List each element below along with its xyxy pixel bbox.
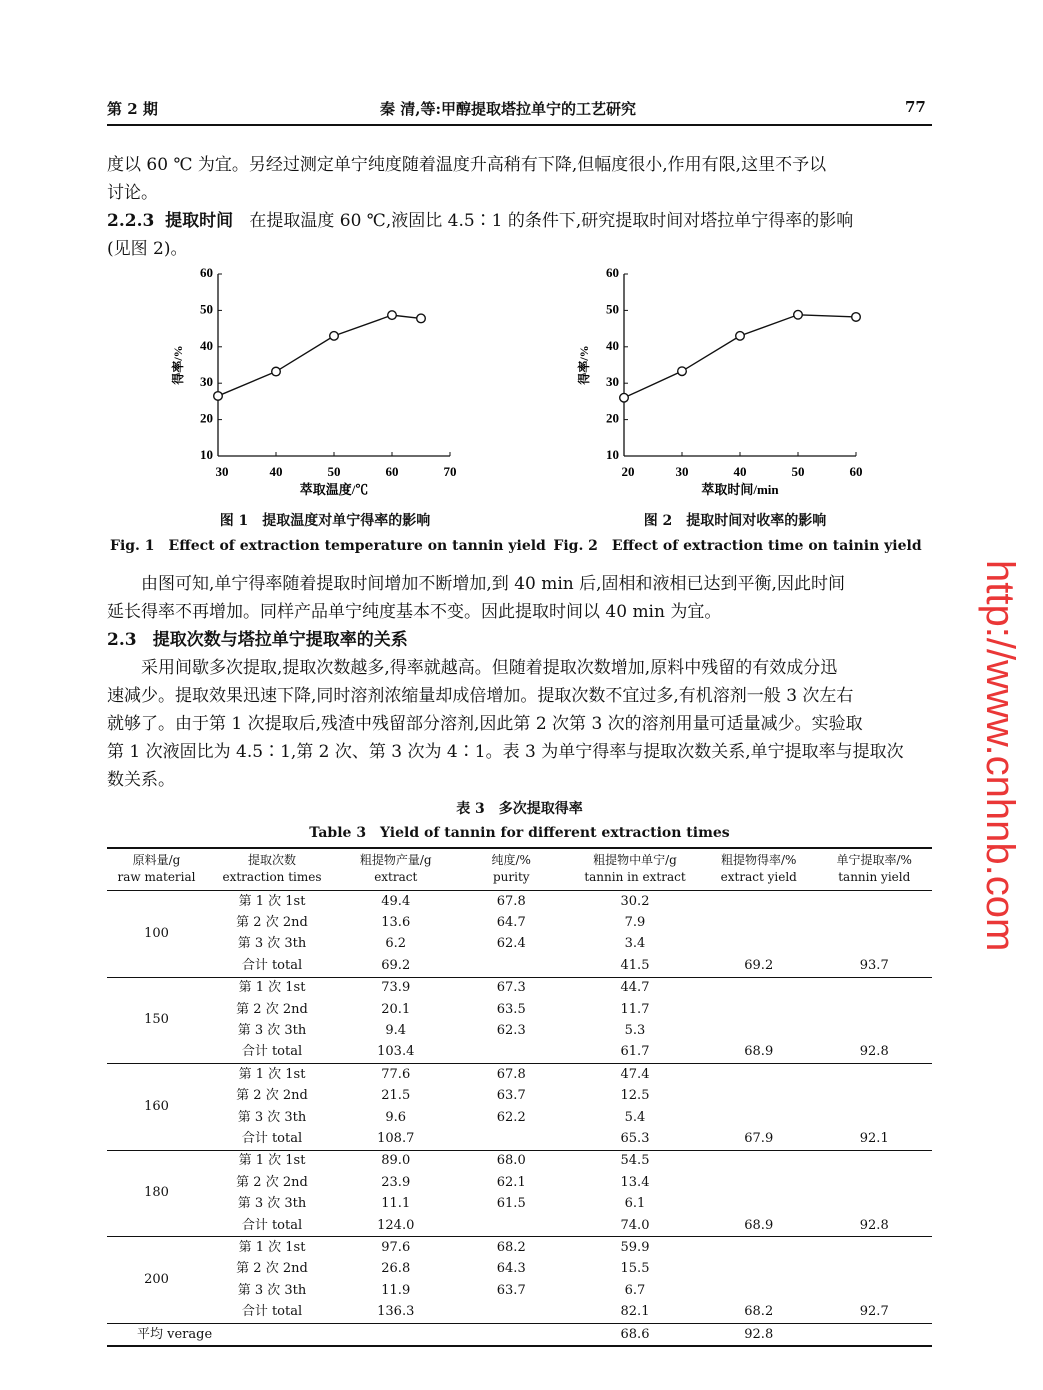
- x-tick-label: 60: [385, 464, 399, 479]
- table-cell: 67.8: [496, 1066, 526, 1082]
- table-cell: [817, 934, 933, 955]
- paragraph-1: [107, 151, 932, 263]
- text-line: 延长得率不再增加。同样产品单宁纯度基本不变。因此提取时间以 40 min 为宜。: [107, 602, 722, 622]
- header-en: extract yield: [720, 870, 797, 884]
- watermark: http://www.cnhnb.com: [978, 560, 1022, 952]
- table-cell: [701, 934, 817, 955]
- table-cell: [701, 1150, 817, 1172]
- table-cell: 64.7: [496, 915, 526, 931]
- data-point: [330, 332, 339, 341]
- section-title: 提取时间: [165, 211, 234, 231]
- table-row: [107, 912, 932, 933]
- table-cell: 74.0: [569, 1215, 701, 1237]
- table-row: [107, 1259, 932, 1280]
- table-cell: 21.5: [381, 1088, 411, 1104]
- table-cell: 61.7: [569, 1042, 701, 1064]
- table-cell: 63.7: [496, 1282, 526, 1298]
- table-cell: [817, 1323, 933, 1346]
- table-cell: 63.5: [496, 1001, 526, 1017]
- section-number: 2.2.3: [107, 211, 155, 231]
- y-axis-label: 得率/%: [171, 345, 185, 385]
- text-line: 就够了。由于第 1 次提取后,残渣中残留部分溶剂,因此第 2 次第 3 次的溶剂用量可适量减少。实验取: [107, 714, 863, 734]
- text: 采用间歇多次提取,提取次数越多,得率就越高。但随着提取次数增加,原料中残留的有效成分迅: [141, 658, 838, 678]
- table-cell: [817, 1150, 933, 1172]
- table-cell: 62.3: [496, 1023, 526, 1039]
- table-cell: 93.7: [817, 955, 933, 977]
- y-tick-label: 30: [200, 374, 213, 390]
- table-cell: 124.0: [338, 1215, 454, 1237]
- text-line: 速减少。提取效果迅速下降,同时溶剂浓缩量却成倍增加。提取次数不宜过多,有机溶剂一般 3 次左右: [107, 686, 854, 706]
- y-tick-label: 40: [200, 337, 213, 353]
- table-row: [107, 1128, 932, 1150]
- series-line: [218, 315, 421, 396]
- column-header: [206, 850, 338, 891]
- table-cell: [817, 1280, 933, 1301]
- data-point: [794, 310, 803, 319]
- figure-2-chart: [566, 262, 886, 502]
- y-tick-label: 50: [200, 301, 213, 317]
- y-tick-label: 60: [606, 265, 619, 280]
- table-cell: 30.2: [620, 893, 650, 909]
- page-number: 77: [905, 98, 926, 116]
- table-cell: [701, 1020, 817, 1041]
- table-cell: 第 2 次 2nd: [236, 915, 308, 931]
- table-cell: 92.8: [817, 1042, 933, 1064]
- figure-1-caption-cn: 图 1 提取温度对单宁得率的影响: [219, 513, 431, 529]
- table-cell: [701, 1193, 817, 1214]
- column-header: [454, 850, 570, 891]
- y-axis-label: 得率/%: [577, 345, 591, 385]
- text-line: 在提取温度 60 ℃,液固比 4.5∶1 的条件下,研究提取时间对塔拉单宁得率的影响: [249, 211, 854, 231]
- table-cell: 62.1: [496, 1174, 526, 1190]
- table-cell: 63.7: [496, 1088, 526, 1104]
- table-cell: [454, 955, 570, 977]
- table-cell: 49.4: [381, 893, 411, 909]
- table-cell: [701, 977, 817, 999]
- table-cell: 第 3 次 3th: [237, 1282, 307, 1298]
- running-title: 秦 清,等:甲醇提取塔拉单宁的工艺研究: [380, 100, 636, 118]
- table-cell: 5.3: [624, 1023, 646, 1039]
- table-row: [107, 1172, 932, 1193]
- table-row: [107, 1150, 932, 1172]
- section-number: 2.3: [107, 630, 137, 650]
- data-point: [214, 392, 223, 401]
- table-cell: 7.9: [624, 915, 646, 931]
- table-row: [107, 977, 932, 999]
- header-cn: 粗提物得率/%: [721, 853, 797, 867]
- average-extract-yield: 92.8: [701, 1323, 817, 1346]
- text-line: 度以 60 ℃ 为宜。另经过测定单宁纯度随着温度升高稍有下降,但幅度很小,作用有限,这里不予以: [107, 155, 827, 175]
- table-cell: 合计 total: [206, 955, 338, 977]
- table-3-title-cn: 表 3 多次提取得率: [456, 801, 583, 817]
- average-tannin: 68.6: [569, 1323, 701, 1346]
- table-cell: 11.1: [381, 1196, 411, 1212]
- data-point: [417, 314, 426, 323]
- figure-1-caption-en: Fig. 1 Effect of extraction temperature on tannin yield: [110, 538, 546, 554]
- table-cell: 67.3: [496, 980, 526, 996]
- raw-material-cell: 180: [107, 1150, 206, 1237]
- table-cell: [701, 912, 817, 933]
- table-cell: 11.7: [620, 1001, 650, 1017]
- table-cell: 44.7: [620, 980, 650, 996]
- table-cell: 6.7: [624, 1282, 646, 1298]
- data-point: [620, 393, 629, 402]
- table-cell: 64.3: [496, 1261, 526, 1277]
- header-rule: [107, 124, 932, 126]
- table-cell: [817, 1237, 933, 1259]
- header-en: tannin yield: [838, 870, 911, 884]
- x-tick-label: 50: [791, 464, 805, 479]
- table-cell: 第 3 次 3th: [237, 1023, 307, 1039]
- table-cell: 68.2: [701, 1301, 817, 1323]
- table-cell: 3.4: [624, 936, 646, 952]
- table-cell: 136.3: [338, 1301, 454, 1323]
- table-cell: [817, 1086, 933, 1107]
- table-cell: 合计 total: [206, 1128, 338, 1150]
- table-cell: [454, 1301, 570, 1323]
- table-cell: [701, 999, 817, 1020]
- y-tick-label: 10: [200, 447, 213, 462]
- table-cell: 第 2 次 2nd: [236, 1001, 308, 1017]
- raw-material-cell: 150: [107, 977, 206, 1064]
- text-line: 第 1 次液固比为 4.5∶1,第 2 次、第 3 次为 4∶1。表 3 为单宁得率与提取次数关系,单宁提取率与提取次: [107, 742, 904, 762]
- table-cell: [701, 1237, 817, 1259]
- table-cell: 61.5: [496, 1196, 526, 1212]
- average-row: [107, 1323, 932, 1346]
- table-cell: 68.9: [701, 1215, 817, 1237]
- text-line: 数关系。: [107, 770, 175, 790]
- x-tick-label: 40: [733, 464, 747, 479]
- table-cell: 103.4: [338, 1042, 454, 1064]
- table-row: [107, 934, 932, 955]
- table-header-row: [107, 850, 932, 891]
- average-label: 平均 verage: [107, 1323, 338, 1346]
- table-cell: [817, 977, 933, 999]
- table-cell: 62.4: [496, 936, 526, 952]
- table-cell: [817, 999, 933, 1020]
- y-tick-label: 50: [606, 301, 619, 317]
- table-cell: 69.2: [338, 955, 454, 977]
- table-cell: 20.1: [381, 1001, 411, 1017]
- data-point: [852, 313, 861, 322]
- table-cell: [817, 1193, 933, 1214]
- x-axis-label: 萃取温度/℃: [299, 482, 369, 497]
- header-cn: 纯度/%: [491, 853, 531, 867]
- table-cell: 82.1: [569, 1301, 701, 1323]
- table-cell: [817, 891, 933, 913]
- figure-1-chart: [160, 262, 480, 502]
- table-cell: 108.7: [338, 1128, 454, 1150]
- table-cell: 97.6: [381, 1239, 411, 1255]
- table-cell: [454, 1128, 570, 1150]
- table-cell: 26.8: [381, 1261, 411, 1277]
- table-cell: [817, 1172, 933, 1193]
- table-cell: [701, 1280, 817, 1301]
- x-tick-label: 50: [327, 464, 341, 479]
- y-tick-label: 60: [200, 265, 213, 280]
- text: 由图可知,单宁得率随着提取时间增加不断增加,到 40 min 后,固相和液相已达到平衡,因此时间: [141, 574, 845, 594]
- table-cell: 9.4: [385, 1023, 407, 1039]
- column-header: [817, 850, 933, 891]
- column-header: [569, 850, 701, 891]
- issue-number: 第 2 期: [107, 100, 158, 118]
- table-cell: 第 1 次 1st: [238, 980, 306, 996]
- x-tick-label: 30: [675, 464, 689, 479]
- header-en: purity: [492, 870, 530, 884]
- table-3-title-en: Table 3 Yield of tannin for different extraction times: [309, 825, 730, 841]
- x-tick-label: 40: [269, 464, 283, 479]
- text-line: (见图 2)。: [107, 239, 188, 259]
- table-cell: [817, 912, 933, 933]
- figure-2-caption-en: Fig. 2 Effect of extraction time on tainin yield: [553, 538, 922, 554]
- table-cell: 第 2 次 2nd: [236, 1088, 308, 1104]
- table-cell: 第 1 次 1st: [238, 893, 306, 909]
- table-row: [107, 1042, 932, 1064]
- y-tick-label: 40: [606, 337, 619, 353]
- table-cell: 第 3 次 3th: [237, 936, 307, 952]
- table-cell: 62.2: [496, 1109, 526, 1125]
- table-cell: [817, 1259, 933, 1280]
- table-cell: [817, 1020, 933, 1041]
- table-row: [107, 1193, 932, 1214]
- header-cn: 提取次数: [247, 853, 296, 867]
- table-cell: 6.1: [624, 1196, 646, 1212]
- column-header: [107, 850, 206, 891]
- data-point: [272, 367, 281, 376]
- table-cell: [701, 891, 817, 913]
- y-tick-label: 10: [606, 447, 619, 462]
- data-point: [736, 332, 745, 341]
- table-cell: 92.1: [817, 1128, 933, 1150]
- table-cell: [701, 1064, 817, 1086]
- table-cell: 69.2: [701, 955, 817, 977]
- table-cell: 13.6: [381, 915, 411, 931]
- table-cell: 73.9: [381, 980, 411, 996]
- table-cell: 23.9: [381, 1174, 411, 1190]
- table-cell: 合计 total: [206, 1215, 338, 1237]
- table-cell: 68.2: [496, 1239, 526, 1255]
- table-cell: 第 3 次 3th: [237, 1109, 307, 1125]
- table-cell: [817, 1064, 933, 1086]
- paragraph-2: [107, 570, 932, 794]
- header-en: extraction times: [222, 870, 322, 884]
- table-row: [107, 1237, 932, 1259]
- table-cell: 92.7: [817, 1301, 933, 1323]
- series-line: [624, 315, 856, 398]
- y-tick-label: 30: [606, 374, 619, 390]
- x-tick-label: 20: [621, 464, 635, 479]
- header-en: raw material: [117, 870, 196, 884]
- table-row: [107, 999, 932, 1020]
- table-row: [107, 1064, 932, 1086]
- table-cell: 第 1 次 1st: [238, 1153, 306, 1169]
- section-2-2-3: [107, 207, 932, 235]
- raw-material-cell: 200: [107, 1237, 206, 1324]
- raw-material-cell: 160: [107, 1064, 206, 1151]
- figure-2-caption-cn: 图 2 提取时间对收率的影响: [643, 513, 827, 529]
- header-cn: 原料量/g: [132, 853, 181, 867]
- table-row: [107, 1020, 932, 1041]
- column-header: [338, 850, 454, 891]
- table-cell: [701, 1086, 817, 1107]
- data-point: [388, 311, 397, 320]
- table-cell: 6.2: [385, 936, 407, 952]
- table-row: [107, 1215, 932, 1237]
- table-cell: [454, 1215, 570, 1237]
- header-cn: 粗提物中单宁/g: [593, 853, 677, 867]
- table-top-rule: [107, 847, 932, 849]
- y-tick-label: 20: [606, 410, 619, 426]
- x-tick-label: 70: [443, 464, 457, 479]
- table-cell: 59.9: [620, 1239, 650, 1255]
- table-cell: [454, 1042, 570, 1064]
- table-row: [107, 1280, 932, 1301]
- table-cell: 13.4: [620, 1174, 650, 1190]
- x-axis-label: 萃取时间/min: [701, 482, 779, 497]
- table-cell: 54.5: [620, 1153, 650, 1169]
- table-cell: 9.6: [385, 1109, 407, 1125]
- section-title: 提取次数与塔拉单宁提取率的关系: [152, 630, 408, 650]
- x-tick-label: 60: [849, 464, 863, 479]
- data-point: [678, 367, 687, 376]
- table-cell: 第 1 次 1st: [238, 1066, 306, 1082]
- table-row: [107, 891, 932, 913]
- table-cell: [454, 1323, 570, 1346]
- table-cell: 12.5: [620, 1088, 650, 1104]
- text-line: [107, 570, 932, 598]
- table-cell: 47.4: [620, 1066, 650, 1082]
- table-cell: 89.0: [381, 1153, 411, 1169]
- table-cell: [701, 1172, 817, 1193]
- text-line: 讨论。: [107, 183, 158, 203]
- table-cell: 第 2 次 2nd: [236, 1261, 308, 1277]
- header-cn: 粗提物产量/g: [359, 853, 432, 867]
- table-cell: [817, 1107, 933, 1128]
- table-cell: 第 1 次 1st: [238, 1239, 306, 1255]
- table-row: [107, 1107, 932, 1128]
- table-cell: [701, 1259, 817, 1280]
- table-row: [107, 955, 932, 977]
- table-cell: 第 2 次 2nd: [236, 1174, 308, 1190]
- table-cell: 合计 total: [206, 1301, 338, 1323]
- table-cell: [338, 1323, 454, 1346]
- section-2-3: [107, 626, 932, 654]
- y-tick-label: 20: [200, 410, 213, 426]
- table-row: [107, 1301, 932, 1323]
- table-cell: 92.8: [817, 1215, 933, 1237]
- table-cell: 68.9: [701, 1042, 817, 1064]
- table-3: [107, 850, 932, 1347]
- table-cell: 68.0: [496, 1153, 526, 1169]
- table-cell: 11.9: [381, 1282, 411, 1298]
- column-header: [701, 850, 817, 891]
- text-line: [107, 654, 932, 682]
- table-cell: 第 3 次 3th: [237, 1196, 307, 1212]
- table-cell: 67.8: [496, 893, 526, 909]
- table-cell: 77.6: [381, 1066, 411, 1082]
- header-cn: 单宁提取率/%: [836, 853, 912, 867]
- table-row: [107, 1086, 932, 1107]
- table-cell: 41.5: [569, 955, 701, 977]
- table-cell: 15.5: [620, 1261, 650, 1277]
- x-tick-label: 30: [215, 464, 229, 479]
- table-cell: 5.4: [624, 1109, 646, 1125]
- header-en: extract: [374, 870, 418, 884]
- header-en: tannin in extract: [584, 870, 686, 884]
- table-cell: 67.9: [701, 1128, 817, 1150]
- raw-material-cell: 100: [107, 891, 206, 978]
- table-cell: 合计 total: [206, 1042, 338, 1064]
- table-cell: 65.3: [569, 1128, 701, 1150]
- table-cell: [701, 1107, 817, 1128]
